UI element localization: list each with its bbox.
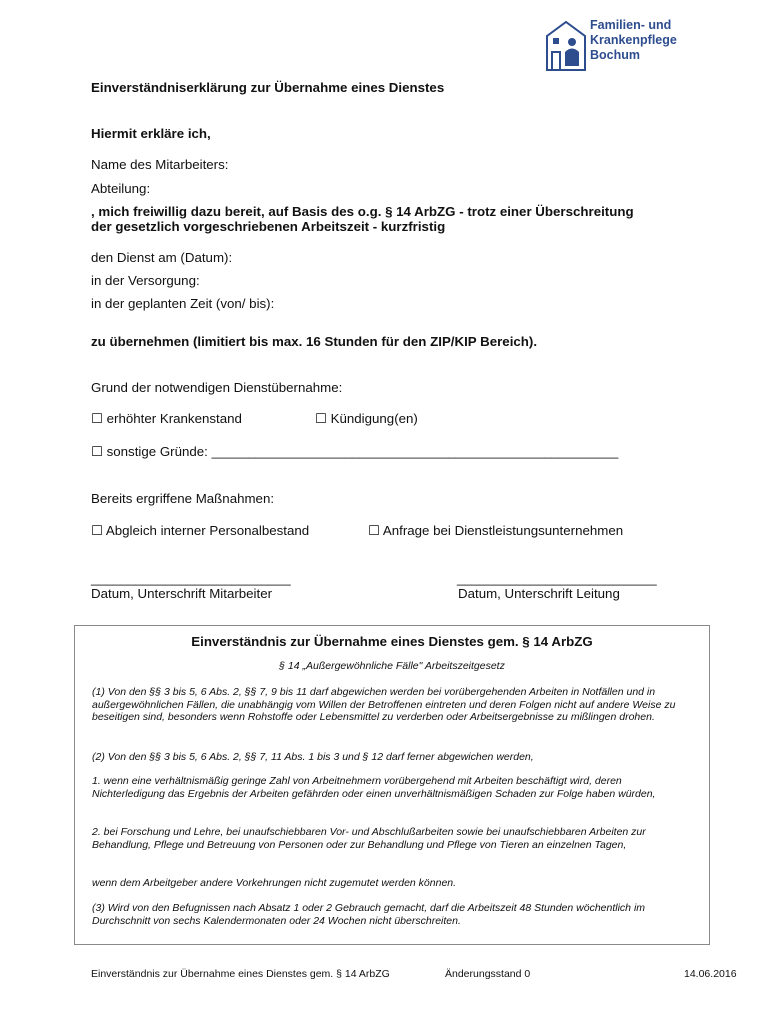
footer-revision: Änderungsstand 0 (445, 968, 531, 980)
legal-box-subtitle: § 14 „Außergewöhnliche Fälle" Arbeitszeitgesetz (279, 660, 505, 672)
service-date-field: den Dienst am (Datum): (91, 250, 233, 265)
document-title: Einverständniserklärung zur Übernahme eines Dienstes (91, 80, 445, 95)
logo-line-2: Krankenpflege (590, 33, 677, 47)
logo-text (590, 18, 677, 63)
legal-paragraph-5: wenn dem Arbeitgeber andere Vorkehrungen nicht zugemutet werden können. (92, 877, 457, 889)
employee-signature-label: Datum, Unterschrift Mitarbeiter (91, 586, 273, 601)
lead-signature-label: Datum, Unterschrift Leitung (458, 586, 620, 601)
employee-name-field: Name des Mitarbeiters: (91, 157, 229, 172)
measures-heading: Bereits ergriffene Maßnahmen: (91, 491, 275, 506)
takeover-statement: zu übernehmen (limitiert bis max. 16 Stunden für den ZIP/KIP Bereich). (91, 334, 538, 349)
legal-box-title: Einverständnis zur Übernahme eines Dienstes gem. § 14 ArbZG (191, 634, 593, 649)
footer-document-name: Einverständnis zur Übernahme eines Dienstes gem. § 14 ArbZG (91, 968, 390, 980)
legal-paragraph-1: (1) Von den §§ 3 bis 5, 6 Abs. 2, §§ 7, 9 bis 11 darf abgewichen werden bei vorübergehenden Arbeiten in Notfällen und in außergewöhnlichen Fällen, die unabhängig vom Willen der Betroffenen eintreten und deren Folgen nicht auf andere Weise zu beseitigen sind, besonders wenn Rohstoffe oder Lebensmittel zu verderben oder Arbeitsergebnisse zu mißlingen drohen. (92, 686, 676, 724)
statement-line-2: der gesetzlich vorgeschriebenen Arbeitszeit - kurzfristig (91, 219, 446, 234)
statement-line-1: , mich freiwillig dazu bereit, auf Basis des o.g. § 14 ArbZG - trotz einer Überschreitung (91, 204, 634, 219)
intro-text: Hiermit erkläre ich, (91, 126, 211, 141)
planned-time-field: in der geplanten Zeit (von/ bis): (91, 296, 275, 311)
legal-info-box (74, 625, 710, 945)
logo-line-1: Familien- und (590, 18, 672, 32)
checkbox-other-reasons[interactable]: ☐ sonstige Gründe: _______________________________________________________ (91, 444, 619, 459)
checkbox-service-provider[interactable]: ☐ Anfrage bei Dienstleistungsunternehmen (368, 523, 624, 538)
checkbox-internal-staff[interactable]: ☐ Abgleich interner Personalbestand (91, 523, 310, 538)
department-field: Abteilung: (91, 181, 151, 196)
lead-signature-line: ___________________________ (457, 571, 657, 586)
legal-paragraph-6: (3) Wird von den Befugnissen nach Absatz 1 oder 2 Gebrauch gemacht, darf die Arbeitszeit 48 Stunden wöchentlich im Durchschnitt von sechs Kalendermonaten oder 24 Wochen nicht überschreiten. (92, 902, 646, 927)
logo-line-3: Bochum (590, 48, 640, 62)
employee-signature-line: ___________________________ (91, 571, 291, 586)
legal-paragraph-3: 1. wenn eine verhältnismäßig geringe Zahl von Arbeitnehmern vorübergehend mit Arbeiten beschäftigt wird, deren Nichterledigung das Ergebnis der Arbeiten gefährden oder einen unverhältnismäßigen Schaden zur Folge haben würden, (92, 775, 656, 800)
footer-date: 14.06.2016 (684, 968, 737, 980)
legal-paragraph-2: (2) Von den §§ 3 bis 5, 6 Abs. 2, §§ 7, 11 Abs. 1 bis 3 und § 12 darf ferner abgewichen werden, (92, 751, 534, 763)
reason-heading: Grund der notwendigen Dienstübernahme: (91, 380, 343, 395)
checkbox-sick-leave[interactable]: ☐ erhöhter Krankenstand (91, 411, 242, 426)
checkbox-termination[interactable]: ☐ Kündigung(en) (315, 411, 418, 426)
legal-paragraph-4: 2. bei Forschung und Lehre, bei unaufschiebbaren Vor- und Abschlußarbeiten sowie bei unaufschiebbaren Arbeiten zur Behandlung, Pflege und Betreuung von Personen oder zur Behandlung und Pflege von Tieren an einzelnen Tagen, (92, 826, 646, 851)
care-area-field: in der Versorgung: (91, 273, 200, 288)
